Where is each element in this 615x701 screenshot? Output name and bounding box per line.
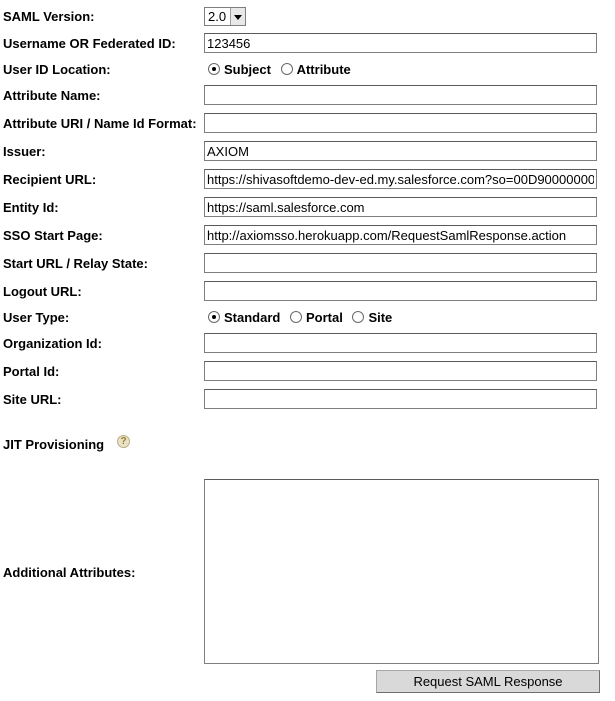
sso-start-page-label: SSO Start Page:	[3, 228, 103, 243]
attribute-name-input[interactable]	[204, 85, 597, 105]
attribute-uri-input[interactable]	[204, 113, 597, 133]
issuer-label: Issuer:	[3, 144, 46, 159]
radio-standard-label[interactable]: Standard	[224, 310, 281, 325]
saml-version-select[interactable]	[204, 7, 246, 26]
entity-id-label: Entity Id:	[3, 200, 59, 215]
issuer-input[interactable]	[204, 141, 597, 161]
radio-subject-button[interactable]	[208, 63, 220, 75]
radio-subject-label[interactable]: Subject	[224, 62, 271, 77]
user-type-label: User Type:	[3, 310, 70, 325]
entity-id-input[interactable]	[204, 197, 597, 217]
additional-attributes-label: Additional Attributes:	[3, 565, 136, 580]
site-url-label: Site URL:	[3, 392, 62, 407]
radio-attribute-label[interactable]: Attribute	[296, 62, 351, 77]
jit-provisioning-label: JIT Provisioning	[3, 437, 105, 452]
logout-url-input[interactable]	[204, 281, 597, 301]
user-id-location-radios	[208, 62, 357, 77]
attribute-uri-label: Attribute URI / Name Id Format:	[3, 116, 197, 131]
request-saml-response-button[interactable]: Request SAML Response	[376, 670, 600, 693]
user-type-radios	[208, 310, 398, 325]
portal-id-label: Portal Id:	[3, 364, 60, 379]
username-input[interactable]	[204, 33, 597, 53]
radio-site-label[interactable]: Site	[368, 310, 393, 325]
organization-id-label: Organization Id:	[3, 336, 102, 351]
radio-site[interactable]	[352, 310, 392, 325]
saml-version-value: 2.0	[208, 9, 227, 24]
attribute-name-label: Attribute Name:	[3, 88, 101, 103]
radio-portal-label[interactable]: Portal	[305, 310, 343, 325]
radio-portal[interactable]	[290, 310, 343, 325]
radio-subject[interactable]	[208, 62, 271, 77]
radio-attribute[interactable]	[281, 62, 351, 77]
site-url-input[interactable]	[204, 389, 597, 409]
organization-id-input[interactable]	[204, 333, 597, 353]
recipient-url-input[interactable]	[204, 169, 597, 189]
logout-url-label: Logout URL:	[3, 284, 82, 299]
chevron-down-icon[interactable]	[230, 8, 245, 25]
saml-version-label: SAML Version:	[3, 9, 95, 24]
radio-standard[interactable]	[208, 310, 280, 325]
radio-standard-button[interactable]	[208, 311, 220, 323]
radio-site-button[interactable]	[352, 311, 364, 323]
start-url-label: Start URL / Relay State:	[3, 256, 148, 271]
user-id-location-label: User ID Location:	[3, 62, 111, 77]
username-label: Username OR Federated ID:	[3, 36, 176, 51]
additional-attributes-textarea[interactable]	[204, 479, 599, 664]
sso-start-page-input[interactable]	[204, 225, 597, 245]
radio-portal-button[interactable]	[290, 311, 302, 323]
portal-id-input[interactable]	[204, 361, 597, 381]
recipient-url-label: Recipient URL:	[3, 172, 97, 187]
start-url-input[interactable]	[204, 253, 597, 273]
help-icon[interactable]: ?	[117, 435, 130, 448]
radio-attribute-button[interactable]	[281, 63, 293, 75]
